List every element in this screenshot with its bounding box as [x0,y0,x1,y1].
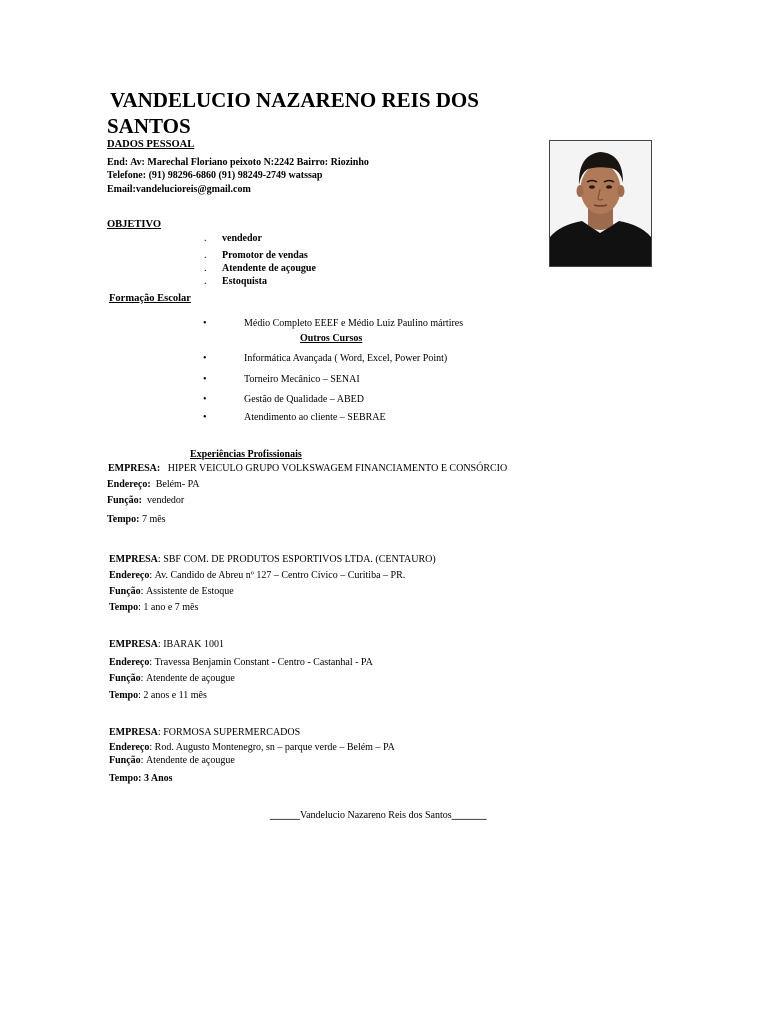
job-address: Av. Candido de Abreu nº 127 – Centro Cívico – Curitiba – PR. [154,570,406,581]
job-role-line: Função: vendedor [107,495,185,506]
job-address: Belém- PA [155,479,200,490]
objective-item: Promotor de vendas [222,250,308,261]
job-role: vendedor [147,495,185,506]
profile-photo [549,140,652,267]
objective-item: Atendente de açougue [222,263,316,274]
job-time-line: Tempo: 2 anos e 11 mês [109,690,207,701]
job-role-line: Função: Atendente de açougue [109,755,235,766]
job-role: Assistente de Estoque [145,586,234,597]
signature-name: Vandelucio Nazareno Reis dos Santos [300,810,452,821]
job-company: SBF COM. DE PRODUTOS ESPORTIVOS LTDA. (CENTAURO) [163,554,436,565]
course-bullet: • [203,353,207,364]
job-time-line: Tempo: 1 ano e 7 mês [109,602,199,613]
objective-heading: OBJETIVO [107,219,162,230]
job-time: 1 ano e 7 mês [143,602,199,613]
education-bullet: • [203,318,207,329]
phone-line: Telefone: (91) 98296-6860 (91) 98249-2749 watssap [107,170,323,181]
education-item: Médio Completo EEEF e Médio Luiz Paulino mártires [244,318,464,329]
objective-bullet: . [204,263,207,274]
job-company-line: EMPRESA: FORMOSA SUPERMERCADOS [109,727,301,738]
job-address: Rod. Augusto Montenegro, sn – parque verde – Belém – PA [154,742,395,753]
job-company: FORMOSA SUPERMERCADOS [163,727,301,738]
job-role-line: Função: Assistente de Estoque [109,586,234,597]
address-line: End: Av: Marechal Floriano peixoto N:2242 Bairro: Riozinho [107,157,369,168]
course-item: Torneiro Mecânico – SENAI [244,374,360,385]
person-photo-icon [550,141,651,266]
email-line: Email:vandelucioreis@gmail.com [107,184,251,195]
job-time-line: Tempo: 3 Anos [109,773,173,784]
objective-bullet: . [204,276,207,287]
objective-item: vendedor [222,233,262,244]
objective-bullet: . [204,233,207,244]
job-company: HIPER VEICULO GRUPO VOLKSWAGEM FINANCIAMENTO E CONSÓRCIO [167,463,508,474]
name-line-2: SANTOS [107,114,191,138]
job-address-line: Endereço: Av. Candido de Abreu nº 127 – Centro Cívico – Curitiba – PR. [109,570,406,581]
course-bullet: • [203,412,207,423]
other-courses-heading: Outros Cursos [300,333,363,344]
job-company: IBARAK 1001 [163,639,225,650]
job-role: Atendente de açougue [145,755,235,766]
experience-heading: Experiências Profissionais [190,449,302,460]
job-time: 2 anos e 11 mês [143,690,207,701]
education-heading: Formação Escolar [109,293,191,304]
job-address: Travessa Benjamin Constant - Centro - Castanhal - PA [154,657,373,668]
job-address-line: Endereço: Rod. Augusto Montenegro, sn – parque verde – Belém – PA [109,742,395,753]
job-time-line: Tempo: 7 mês [107,514,166,525]
job-address-line: Endereço: Belém- PA [107,479,200,490]
job-time: 7 mês [141,514,166,525]
job-address-line: Endereço: Travessa Benjamin Constant - Centro - Castanhal - PA [109,657,373,668]
job-role: Atendente de açougue [145,673,235,684]
signature-line: ______Vandelucio Nazareno Reis dos Santos_______ [270,810,487,821]
job-time: 3 Anos [143,773,173,784]
course-item: Atendimento ao cliente – SEBRAE [244,412,386,423]
objective-item: Estoquista [222,276,268,287]
job-company-line: EMPRESA: HIPER VEICULO GRUPO VOLKSWAGEM FINANCIAMENTO E CONSÓRCIO [108,463,508,474]
job-company-line: EMPRESA: SBF COM. DE PRODUTOS ESPORTIVOS LTDA. (CENTAURO) [109,554,436,565]
job-company-line: EMPRESA: IBARAK 1001 [109,639,225,650]
course-bullet: • [203,374,207,385]
course-item: Gestão de Qualidade – ABED [244,394,364,405]
course-item: Informática Avançada ( Word, Excel, Power Point) [244,353,448,364]
course-bullet: • [203,394,207,405]
personal-data-heading: DADOS PESSOAL [107,139,195,150]
job-role-line: Função: Atendente de açougue [109,673,235,684]
name-line-1: VANDELUCIO NAZARENO REIS DOS [110,88,479,112]
objective-bullet: . [204,250,207,261]
